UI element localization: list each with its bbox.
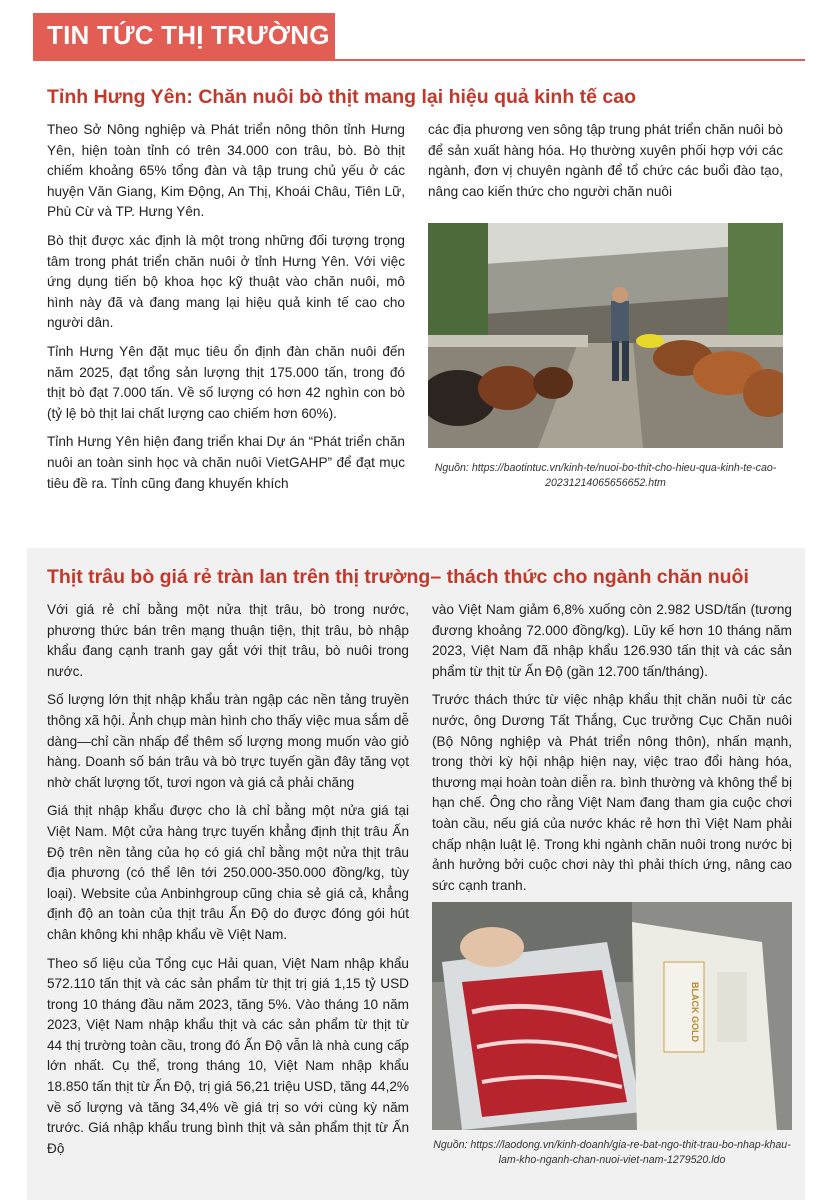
article2-paragraph: Với giá rẻ chỉ bằng một nửa thịt trâu, bò trong nước, phương thức bán trên mạng thuận tiện, thịt trâu, bò nhập khẩu đang cạnh tranh gay gắt với thịt trâu, bò nuôi trong nước. bbox=[47, 602, 409, 679]
article2-paragraph: vào Việt Nam giảm 6,8% xuống còn 2.982 USD/tấn (tương đương khoảng 72.000 đồng/kg). Lũy kế hơn 10 tháng năm 2023, Việt Nam đã nhập khẩu 126.930 tấn thịt và các sản phẩm từ thịt từ Ấn Độ (gần 12.700 tấn/tháng). bbox=[432, 602, 792, 679]
imported-meat-photo bbox=[432, 902, 792, 1130]
article2-paragraph: Trước thách thức từ việc nhập khẩu thịt chăn nuôi từ các nước, ông Dương Tất Thắng, Cục trưởng Cục Chăn nuôi (Bộ Nông nghiệp và Phát triển nông thôn), nhấn mạnh, trong thời kỳ hội nhập hiện nay, việc trao đổi hàng hóa, thương mại hoàn toàn diễn ra. bình thường và không thể bị hạn chế. Ông cho rằng Việt Nam đang tham gia cuộc chơi toàn cầu, nếu giá của nước khác rẻ hơn thì Việt Nam phải chấp nhận luật lệ. Trong khi ngành chăn nuôi trong nước bị ảnh hưởng bởi cuộc chơi này thì phải thích ứng, nâng cao sức cạnh tranh. bbox=[432, 692, 792, 893]
banner-title: TIN TỨC THỊ TRƯỜNG bbox=[47, 20, 330, 50]
article2-title: Thịt trâu bò giá rẻ tràn lan trên thị trường– thách thức cho ngành chăn nuôi bbox=[47, 566, 749, 588]
article2-paragraph: Số lượng lớn thịt nhập khẩu tràn ngập các nền tảng truyền thông xã hội. Ảnh chụp màn hình cho thấy việc mua sắm dễ dàng—chỉ cần nhấp để thêm số lượng mong muốn vào giỏ hàng. Doanh số bán trâu và bò trực tuyến gần đây tăng vọt nhờ chất lượng tốt, tươi ngon và giá cả phải chăng bbox=[47, 692, 409, 790]
article1-title: Tỉnh Hưng Yên: Chăn nuôi bò thịt mang lại hiệu quả kinh tế cao bbox=[47, 86, 637, 108]
article2-left-column bbox=[47, 600, 409, 1167]
article1-paragraph: Tỉnh Hưng Yên hiện đang triển khai Dự án “Phát triển chăn nuôi an toàn sinh học và chăn nuôi VietGAHP” để đạt mục tiêu đề ra. Tỉnh cũng đang khuyến khích bbox=[47, 434, 405, 491]
article1-left-column bbox=[47, 120, 405, 502]
article2-caption: Nguồn: https://laodong.vn/kinh-doanh/gia-re-bat-ngo-thit-trau-bo-nhap-khau-lam-kho-nganh-chan-nuoi-viet-nam-1279520.ldo bbox=[433, 1139, 791, 1166]
article1-paragraph: Bò thịt được xác định là một trong những đối tượng trọng tâm trong phát triển chăn nuôi ở tỉnh Hưng Yên. Với việc ứng dụng tiến bộ khoa học kỹ thuật vào chăn nuôi, mô hình này đã và đang mang lại hiệu quả kinh tế cao cho người dân. bbox=[47, 232, 405, 331]
article1-paragraph: Tỉnh Hưng Yên đặt mục tiêu ổn định đàn chăn nuôi đến năm 2025, đạt tổng sản lượng thịt 175.000 tấn, trong đó thịt bò đạt 7.000 tấn. Về số lượng có hơn 42 nghìn con bò (tỷ lệ bò thịt lai chất lượng cao chiếm hơn 60%). bbox=[47, 343, 405, 421]
article1-caption: Nguồn: https://baotintuc.vn/kinh-te/nuoi-bo-thit-cho-hieu-qua-kinh-te-cao-20231214065656652.htm bbox=[434, 462, 777, 489]
article1-paragraph: các địa phương ven sông tập trung phát triển chăn nuôi bò để sản xuất hàng hóa. Họ thường xuyên phối hợp với các ngành, đơn vị chuyên ngành để tổ chức các buổi đào tạo, nâng cao kiến thức cho người chăn nuôi bbox=[428, 122, 783, 199]
cattle-farm-photo bbox=[428, 223, 783, 448]
box-brand-label: BLACK GOLD bbox=[690, 982, 700, 1042]
section-banner bbox=[33, 13, 335, 59]
header-divider bbox=[33, 59, 805, 61]
article1-right-column bbox=[428, 120, 783, 210]
article2-paragraph: Theo số liệu của Tổng cục Hải quan, Việt Nam nhập khẩu 572.110 tấn thịt và các sản phẩm từ thịt trị giá 1,15 tỷ USD trong 10 tháng đầu năm 2023, tăng 5%. Vào tháng 10 năm 2023, Việt Nam nhập khẩu thịt và các sản phẩm từ thịt từ 44 thị trường toàn cầu, trong đó Ấn Độ vẫn là nhà cung cấp lớn nhất. Cụ thể, trong tháng 10, Việt Nam nhập khẩu 18.850 tấn thịt từ Ấn Độ, trị giá 56,21 triệu USD, tăng 44,2% về số lượng và tăng 34,4% về giá trị so với cùng kỳ năm trước. Giá nhập khẩu trung bình thịt và sản phẩm thịt từ Ấn Độ bbox=[47, 955, 409, 1156]
article2-right-column bbox=[432, 600, 792, 904]
article2-paragraph: Giá thịt nhập khẩu được cho là chỉ bằng một nửa giá tại Việt Nam. Một cửa hàng trực tuyến khẳng định thịt trâu Ấn Độ trên nền tảng của họ có giá chỉ bằng một nửa thịt trâu địa phương (có thể lên tới 250.000-350.000 đồng/kg, tùy loại). Website của Anbinhgroup cũng chia sẻ giá cả, khẳng định độ an toàn của thịt trâu Ấn Độ do được đóng gói hút chân không khi nhập khẩu về Việt Nam. bbox=[47, 803, 409, 942]
article1-paragraph: Theo Sở Nông nghiệp và Phát triển nông thôn tỉnh Hưng Yên, hiện toàn tỉnh có trên 34.000 con trâu, bò. Bò thịt chiếm khoảng 65% tổng đàn và tập trung chủ yếu ở các huyện Văn Giang, Kim Động, An Thị, Khoái Châu, Tiên Lữ, Phù Cừ và TP. Hưng Yên. bbox=[47, 122, 405, 220]
